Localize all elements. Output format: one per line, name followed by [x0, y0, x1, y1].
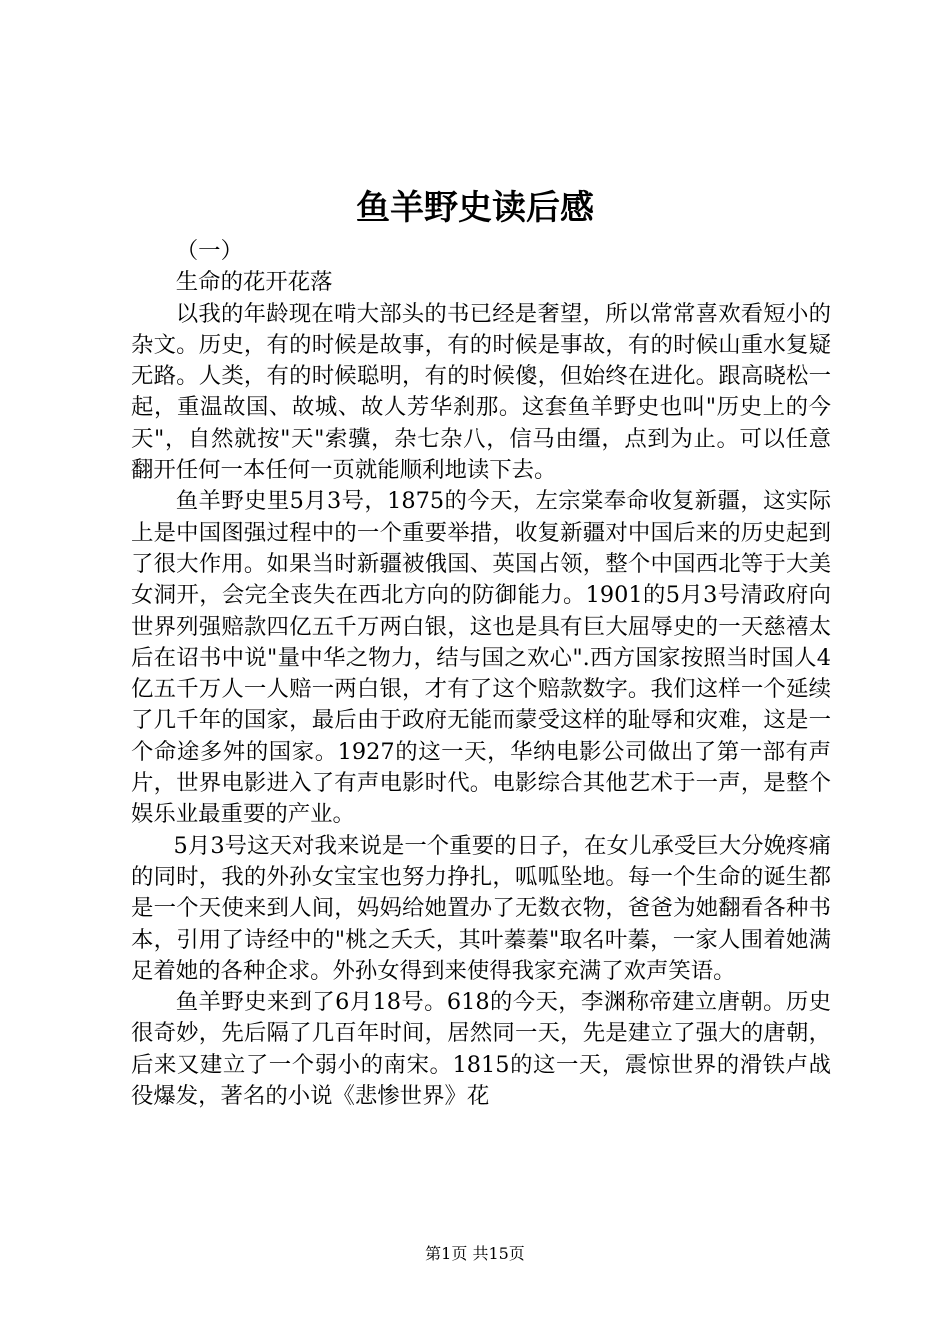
paragraph: 以我的年龄现在啃大部头的书已经是奢望，所以常常喜欢看短小的杂文。历史，有的时候是故事，有的时候是事故，有的时候山重水复疑无路。人类，有的时候聪明，有的时候傻，但始终在进化。跟高晓松一起，重温故国、故城、故人芳华刹那。这套鱼羊野史也叫"历史上的今天"，自然就按"天"索骥，杂七杂八，信马由缰，点到为止。可以任意翻开任何一本任何一页就能顺利地读下去。 [131, 300, 831, 484]
page-footer: 第1页 共15页 [425, 1244, 525, 1263]
document-body [131, 236, 831, 1112]
paragraph: 5月3号这天对我来说是一个重要的日子，在女儿承受巨大分娩疼痛的同时，我的外孙女宝宝也努力挣扎，呱呱坠地。每一个生命的诞生都是一个天使来到人间，妈妈给她置办了无数衣物，爸爸为她翻看各种书本，引用了诗经中的"桃之夭夭，其叶蓁蓁"取名叶蓁，一家人围着她满足着她的各种企求。外孙女得到来使得我家充满了欢声笑语。 [131, 832, 831, 984]
section-heading: 生命的花开花落 [175, 269, 333, 296]
paragraph: 鱼羊野史里5月3号，1875的今天，左宗棠奉命收复新疆，这实际上是中国图强过程中的一个重要举措，收复新疆对中国后来的历史起到了很大作用。如果当时新疆被俄国、英国占领，整个中国西北等于大美女洞开，会完全丧失在西北方向的防御能力。1901的5月3号清政府向世界列强赔款四亿五千万两白银，这也是具有巨大屈辱史的一天慈禧太后在诏书中说"量中华之物力，结与国之欢心".西方国家按照当时国人4亿五千万人一人赔一两白银，才有了这个赔款数字。我们这样一个延续了几千年的国家，最后由于政府无能而蒙受这样的耻辱和灾难，这是一个命途多舛的国家。1927的这一天，华纳电影公司做出了第一部有声片，世界电影进入了有声电影时代。电影综合其他艺术于一声，是整个娱乐业最重要的产业。 [131, 488, 831, 828]
document-title: 鱼羊野史读后感 [356, 188, 594, 228]
paragraph: 鱼羊野史来到了6月18号。618的今天，李渊称帝建立唐朝。历史很奇妙，先后隔了几百年时间，居然同一天，先是建立了强大的唐朝，后来又建立了一个弱小的南宋。1815的这一天，震惊世界的滑铁卢战役爆发，著名的小说《悲惨世界》花 [131, 989, 831, 1110]
section-number: （一） [175, 238, 243, 264]
